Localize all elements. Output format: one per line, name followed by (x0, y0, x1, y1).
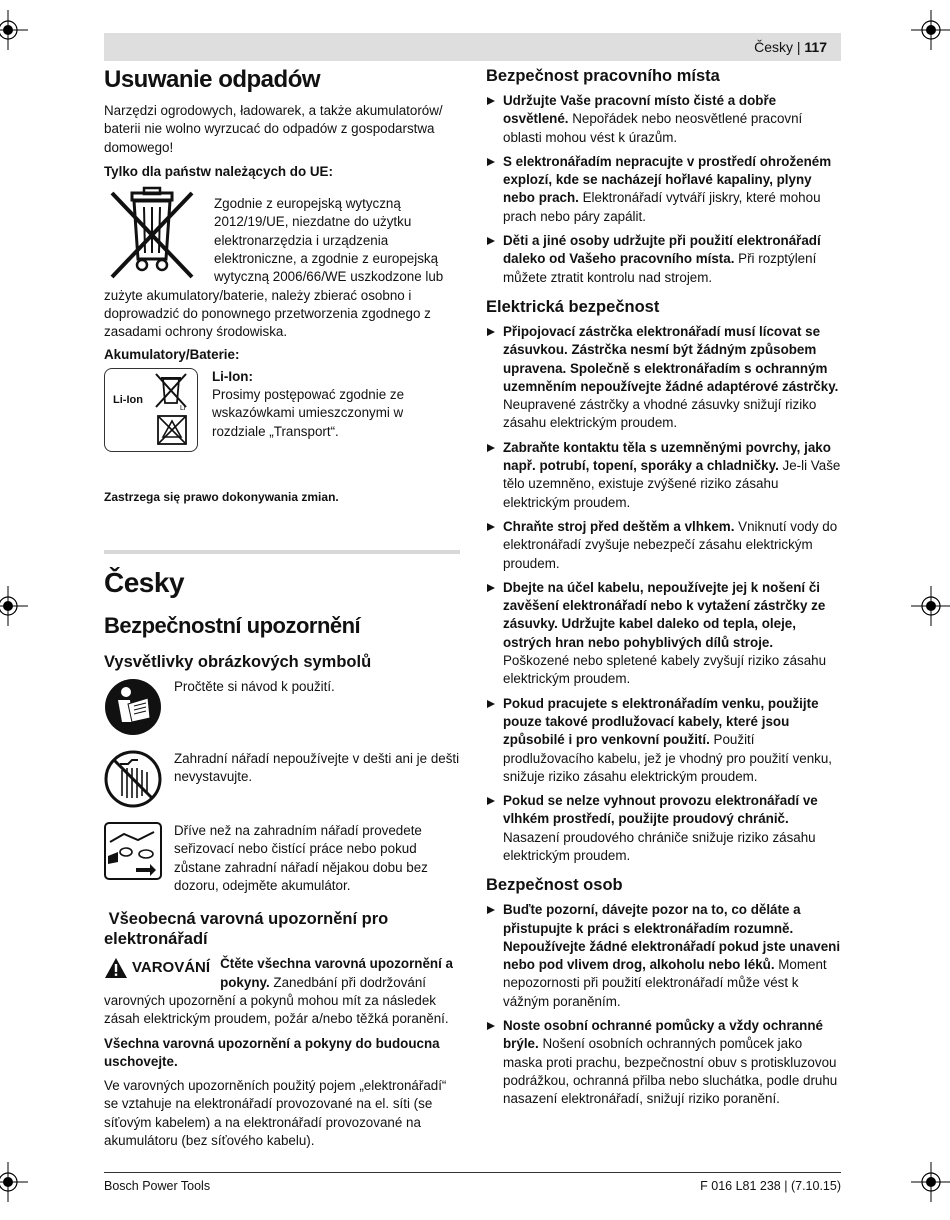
bullet-item (486, 695, 842, 786)
symbol-no-rain-text: Zahradní nářadí nepoužívejte v dešti ani je dešti nevystavujte. (174, 751, 460, 785)
bullet-item (486, 232, 842, 287)
safety-title: Bezpečnostní upozornění (104, 613, 361, 639)
symbol-remove-battery-text: Dříve než na zahradním nářadí provedete seřizovací nebo čistící práce nebo pokud zůstane zahradní nářadí nějakou dobu bez dozoru, odejměte akumulátor. (174, 823, 428, 894)
electrical-safety-list (486, 323, 842, 865)
weee-block (104, 185, 460, 341)
bullet-bold-text: Děti a jiné osoby udržujte při použití elektronářadí daleko od Vašeho pracovního místa. (503, 233, 821, 267)
bullet-bold-text: Připojovací zástrčka elektronářadí musí lícovat se zásuvkou. Zástrčka nesmí být žádným způsobem upravena. Společně s elektronářadím s ochranným uzemněním nepoužívejte žádné adaptérové zástrčky. (503, 323, 839, 394)
bullet-item (486, 439, 842, 512)
reserve-note: Zastrzega się prawo dokonywania zmian. (104, 489, 339, 504)
warning-text-normal: Zanedbání při dodržování varovných upozornění a pokynů mohou mít za následek zásah elektrickým proudem, požár a/nebo těžká poranění. (104, 974, 449, 1027)
warning-label: VAROVÁNÍ (132, 959, 211, 977)
bullet-item (486, 792, 842, 865)
page-footer (104, 1172, 841, 1195)
bullet-bold-text: Zabraňte kontaktu těla s uzemněnými povrchy, jako např. potrubí, topení, sporáky a chladničky. (503, 439, 831, 474)
bullet-triangle-icon (487, 797, 495, 805)
page-number: 117 (804, 39, 827, 55)
right-column (486, 66, 842, 1115)
bullet-text: Moment nepozornosti při použití elektronářadí může vést k vážným poraněním. (503, 957, 827, 1009)
bullet-bold-text: Pokud se nelze vyhnout provozu elektronářadí ve vlhkém prostředí, použijte proudový chránič. (503, 793, 818, 827)
bullet-text: Nošení osobních ochranných pomůcek jako maska proti prachu, bezpečnostní obuv s protiskluzovou podrážkou, ochranná přilba nebo sluchátka, podle druhu nasazení elektronářadí, snižují riziko poranění. (503, 1036, 838, 1107)
bullet-text: Poškozené nebo spletené kabely zvyšují riziko zásahu elektrickým proudem. (503, 653, 827, 687)
bullet-bold-text: Pokud pracujete s elektronářadím venku, použijte pouze takové prodlužovací kabely, které jsou způsobilé i pro venkovní použití. (503, 695, 819, 748)
registration-mark-icon (0, 10, 28, 50)
registration-mark-icon (0, 1162, 28, 1202)
bullet-triangle-icon (487, 237, 495, 245)
registration-mark-icon (911, 10, 950, 50)
footer-brand: Bosch Power Tools (104, 1179, 211, 1193)
bullet-triangle-icon (487, 97, 495, 105)
symbol-remove-battery (104, 822, 460, 895)
remove-battery-icon (104, 822, 162, 880)
bullet-triangle-icon (487, 1022, 495, 1030)
batteries-title: Akumulatory/Baterie: (104, 346, 240, 362)
bullet-text: Při rozptýlení můžete ztratit kontrolu nad strojem. (503, 251, 817, 285)
eu-only-label: Tylko dla państw należących do UE: (104, 163, 333, 179)
bullet-triangle-icon (487, 906, 495, 914)
li-ion-symbol (104, 368, 198, 452)
bullet-item (486, 518, 842, 573)
bullet-bold-text: Noste osobní ochranné pomůcky a vždy ochranné brýle. (503, 1018, 823, 1052)
bullet-bold-text: Udržujte Vaše pracovní místo čisté a dobře osvětlené. (503, 93, 777, 127)
li-ion-text-block (212, 368, 460, 452)
bullet-text: Elektronářadí vytváří jiskry, které mohou prach nebo páry zapálit. (503, 190, 821, 224)
header-page-label (754, 38, 827, 56)
bullet-bold-text: Chraňte stroj před deštěm a vlhkem. (503, 518, 735, 534)
crossed-bin-icon (104, 185, 200, 281)
weee-text: Zgodnie z europejską wytyczną 2012/19/UE, niezdatne do użytku elektronarzędzia i urządzenia elektroniczne, a zgodnie z europejską wytyczną 2006/66/WE uszkodzone lub zużyte akumulatory/baterie, należy zbierać osobno i doprowadzić do ponownego przetworzenia zgodnego z zasadami ochrony środowiska. (104, 196, 444, 340)
bullet-text: Vniknutí vody do elektronářadí zvyšuje nebezpečí zásahu elektrickým proudem. (503, 518, 838, 571)
bullet-item (486, 1017, 842, 1108)
read-manual-icon (104, 678, 162, 736)
symbols-title: Vysvětlivky obrázkových symbolů (104, 653, 372, 672)
bullet-text: Nepořádek nebo neosvětlené pracovní oblasti mohou vést k úrazům. (503, 111, 803, 145)
li-ion-text: Prosimy postępować zgodnie ze wskazówkami umieszczonymi w rozdziale „Transport“. (212, 387, 405, 439)
warning-text-bold: Čtěte všechna varovná upozornění a pokyny. (220, 956, 453, 990)
work-area-title: Bezpečnost pracovního místa (486, 67, 720, 85)
personal-safety-title: Bezpečnost osob (486, 876, 623, 895)
warning-badge (104, 957, 210, 979)
registration-mark-icon (911, 586, 950, 626)
crossed-bin-li-icon (153, 371, 189, 411)
footer-doc-number: F 016 L81 238 | (7.10.15) (700, 1179, 841, 1193)
symbol-read-manual (104, 678, 460, 736)
bullet-item (486, 92, 842, 147)
li-ion-box-label: Li-Ion (113, 393, 143, 406)
header-separator: | (792, 39, 805, 55)
bullet-triangle-icon (487, 700, 495, 708)
bullet-item (486, 153, 842, 226)
term-definition: Ve varovných upozorněních použitý pojem „elektronářadí“ se vztahuje na elektronářadí provozované na el. síti (se síťovým kabelem) a na elektronářadí provozované na akumulátoru (bez síťového kabelu). (104, 1078, 447, 1149)
bullet-item (486, 579, 842, 689)
czech-section-title: Česky (104, 567, 185, 599)
waste-paragraph: Narzędzi ogrodowych, ładowarek, a także akumulatorów/ baterii nie wolno wyrzucać do odpadów z gospodarstwa domowego! (104, 103, 443, 155)
li-ion-block (104, 368, 460, 452)
bullet-triangle-icon (487, 158, 495, 166)
bullet-text: Nasazení proudového chrániče snižuje riziko zásahu elektrickým proudem. (503, 829, 816, 863)
registration-mark-icon (911, 1162, 950, 1202)
no-rain-icon (104, 750, 162, 808)
bullet-text: Je-li Vaše tělo uzemněno, existuje zvýšené riziko zásahu elektrickým proudem. (503, 458, 841, 510)
left-column (104, 66, 460, 1150)
warning-block (104, 955, 460, 1028)
bullet-triangle-icon (487, 523, 495, 531)
page-header (104, 33, 841, 61)
bullet-item (486, 901, 842, 1011)
bullet-triangle-icon (487, 328, 495, 336)
bullet-item (486, 323, 842, 433)
bullet-text: Neupravené zástrčky a vhodné zásuvky snižují riziko zásahu elektrickým proudem. (503, 397, 817, 431)
personal-safety-list (486, 901, 842, 1108)
electrical-safety-title: Elektrická bezpečnost (486, 297, 660, 316)
li-ion-title: Li-Ion: (212, 368, 253, 384)
symbol-no-rain (104, 750, 460, 808)
bullet-triangle-icon (487, 444, 495, 452)
registration-mark-icon (0, 586, 28, 626)
section-rule (104, 550, 460, 554)
general-warnings-title: Všeobecná varovná upozornění pro elektronářadí (104, 910, 393, 949)
bullet-bold-text: Dbejte na účel kabelu, nepoužívejte jej k nošení či zavěšení elektronářadí nebo k vytažení zástrčky ze zásuvky. Udržujte kabel daleko od tepla, oleje, ostrých hran nebo pohyblivých dílů stroje. (503, 579, 826, 650)
bullet-bold-text: Buďte pozorní, dávejte pozor na to, co děláte a přistupujte k práci s elektronářadím rozumně. Nepoužívejte žádné elektronářadí pokud jste unaveni nebo pod vlivem drog, alkoholu nebo léků. (503, 902, 841, 973)
bullet-triangle-icon (487, 584, 495, 592)
header-language: Česky (754, 39, 793, 55)
work-area-list (486, 92, 842, 287)
keep-instructions: Všechna varovná upozornění a pokyny do budoucna uschovejte. (104, 1035, 440, 1069)
bullet-bold-text: S elektronářadím nepracujte v prostředí ohroženém explozí, kde se nacházejí hořlavé kapaliny, plyny nebo prach. (503, 153, 832, 206)
waste-disposal-title: Usuwanie odpadów (104, 66, 321, 93)
warning-triangle-icon (104, 957, 128, 979)
symbol-read-manual-text: Pročtěte si návod k použití. (174, 679, 335, 695)
svg-text:Li: Li (180, 404, 186, 411)
battery-recycle-icon (157, 415, 187, 445)
bullet-text: Použití prodlužovacího kabelu, jež je vhodný pro použití venku, snižuje riziko zásahu elektrickým proudem. (503, 732, 833, 784)
